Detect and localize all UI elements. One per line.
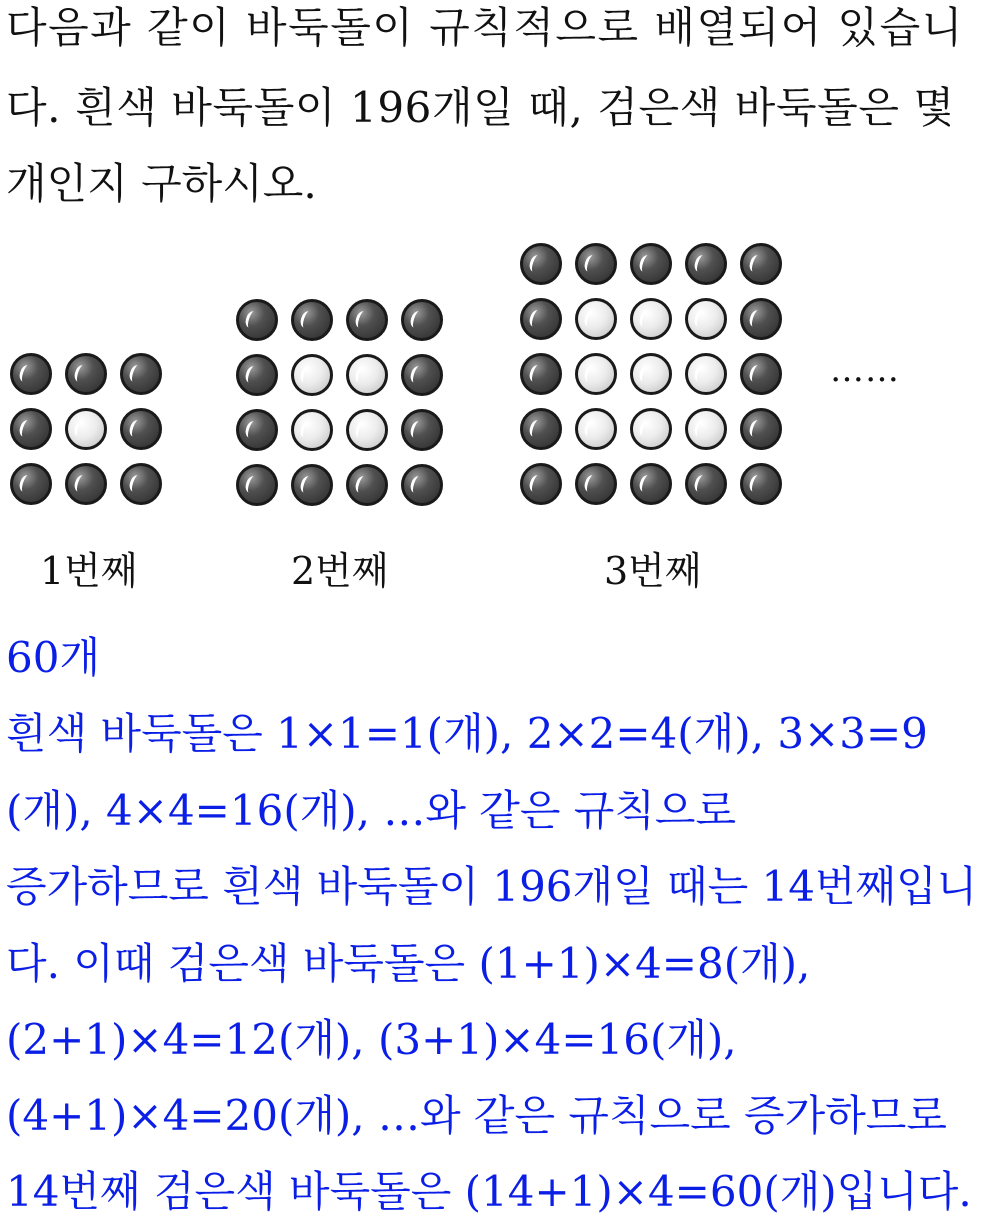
- stone-highlight: [299, 475, 315, 495]
- black-stone: [575, 243, 617, 285]
- stone-highlight: [583, 419, 599, 439]
- black-stone: [120, 353, 162, 395]
- black-stone: [236, 354, 278, 396]
- explanation-line-2: (개), 4×4=16(개), …와 같은 규칙으로: [6, 786, 737, 835]
- stone-highlight: [748, 419, 764, 439]
- stone-highlight: [528, 254, 544, 274]
- white-stone: [575, 353, 617, 395]
- white-stone: [346, 354, 388, 396]
- figure-label-1: 1번째: [40, 549, 138, 593]
- black-stone: [65, 353, 107, 395]
- stone-highlight: [583, 364, 599, 384]
- stone-highlight: [299, 420, 315, 440]
- explanation-line-1: 흰색 바둑돌은 1×1=1(개), 2×2=4(개), 3×3=9: [6, 709, 928, 758]
- stone-highlight: [693, 364, 709, 384]
- black-stone: [520, 243, 562, 285]
- stone-highlight: [638, 364, 654, 384]
- stone-highlight: [299, 365, 315, 385]
- stone-highlight: [748, 309, 764, 329]
- stone-highlight: [73, 364, 89, 384]
- black-stone: [236, 299, 278, 341]
- question-line-3: 개인지 구하시오.: [6, 159, 317, 208]
- black-stone: [520, 298, 562, 340]
- black-stone: [10, 463, 52, 505]
- stone-highlight: [528, 474, 544, 494]
- black-stone: [401, 299, 443, 341]
- stone-highlight: [128, 474, 144, 494]
- black-stone: [740, 243, 782, 285]
- white-stone: [630, 353, 672, 395]
- black-stone: [291, 299, 333, 341]
- stone-highlight: [244, 420, 260, 440]
- stone-highlight: [528, 309, 544, 329]
- stone-highlight: [693, 474, 709, 494]
- black-stone: [65, 463, 107, 505]
- black-stone: [401, 464, 443, 506]
- white-stone: [685, 298, 727, 340]
- black-stone: [740, 298, 782, 340]
- question-line-1: 다음과 같이 바둑돌이 규칙적으로 배열되어 있습니: [6, 3, 964, 52]
- stone-highlight: [583, 254, 599, 274]
- black-stone: [630, 463, 672, 505]
- white-stone: [291, 354, 333, 396]
- question-line-2: 다. 흰색 바둑돌이 196개일 때, 검은색 바둑돌은 몇: [6, 83, 955, 132]
- black-stone: [346, 464, 388, 506]
- black-stone: [10, 353, 52, 395]
- white-stone: [575, 408, 617, 450]
- black-stone: [520, 353, 562, 395]
- stone-highlight: [638, 419, 654, 439]
- stone-highlight: [354, 475, 370, 495]
- white-stone: [685, 408, 727, 450]
- black-stone: [575, 463, 617, 505]
- black-stone: [685, 463, 727, 505]
- stone-highlight: [73, 474, 89, 494]
- stone-highlight: [638, 309, 654, 329]
- stone-highlight: [18, 474, 34, 494]
- stone-highlight: [18, 364, 34, 384]
- stone-highlight: [409, 475, 425, 495]
- black-stone: [346, 299, 388, 341]
- black-stone: [236, 464, 278, 506]
- continuation-dots: ……: [830, 350, 900, 390]
- black-stone: [630, 243, 672, 285]
- black-stone: [401, 409, 443, 451]
- explanation-line-5: (2+1)×4=12(개), (3+1)×4=16(개),: [6, 1015, 737, 1064]
- black-stone: [520, 408, 562, 450]
- stone-highlight: [638, 254, 654, 274]
- stone-highlight: [528, 364, 544, 384]
- black-stone: [740, 463, 782, 505]
- black-stone: [291, 464, 333, 506]
- stone-highlight: [638, 474, 654, 494]
- stone-highlight: [128, 419, 144, 439]
- stone-highlight: [244, 365, 260, 385]
- stone-highlight: [354, 365, 370, 385]
- stone-highlight: [18, 419, 34, 439]
- white-stone: [630, 298, 672, 340]
- stone-highlight: [354, 310, 370, 330]
- black-stone: [740, 353, 782, 395]
- black-stone: [236, 409, 278, 451]
- figure-label-3: 3번째: [604, 549, 702, 593]
- stone-highlight: [409, 365, 425, 385]
- stone-highlight: [528, 419, 544, 439]
- stone-highlight: [748, 254, 764, 274]
- black-stone: [520, 463, 562, 505]
- stone-highlight: [299, 310, 315, 330]
- black-stone: [120, 463, 162, 505]
- white-stone: [291, 409, 333, 451]
- stone-highlight: [748, 474, 764, 494]
- black-stone: [401, 354, 443, 396]
- stone-highlight: [583, 309, 599, 329]
- white-stone: [65, 408, 107, 450]
- black-stone: [120, 408, 162, 450]
- white-stone: [346, 409, 388, 451]
- stone-highlight: [693, 419, 709, 439]
- stone-highlight: [244, 310, 260, 330]
- explanation-line-6: (4+1)×4=20(개), …와 같은 규칙으로 증가하므로: [6, 1091, 947, 1140]
- stone-highlight: [583, 474, 599, 494]
- white-stone: [575, 298, 617, 340]
- stone-highlight: [409, 310, 425, 330]
- explanation-line-4: 다. 이때 검은색 바둑돌은 (1+1)×4=8(개),: [6, 939, 811, 988]
- white-stone: [630, 408, 672, 450]
- black-stone: [685, 243, 727, 285]
- stone-highlight: [73, 419, 89, 439]
- stone-highlight: [244, 475, 260, 495]
- answer-result: 60개: [6, 633, 101, 682]
- black-stone: [10, 408, 52, 450]
- white-stone: [685, 353, 727, 395]
- stone-highlight: [354, 420, 370, 440]
- stone-highlight: [748, 364, 764, 384]
- figure-label-2: 2번째: [291, 549, 389, 593]
- stone-highlight: [693, 254, 709, 274]
- stone-highlight: [693, 309, 709, 329]
- explanation-line-3: 증가하므로 흰색 바둑돌이 196개일 때는 14번째입니: [6, 862, 978, 911]
- stone-highlight: [128, 364, 144, 384]
- black-stone: [740, 408, 782, 450]
- stone-highlight: [409, 420, 425, 440]
- explanation-line-7: 14번째 검은색 바둑돌은 (14+1)×4=60(개)입니다.: [6, 1167, 972, 1216]
